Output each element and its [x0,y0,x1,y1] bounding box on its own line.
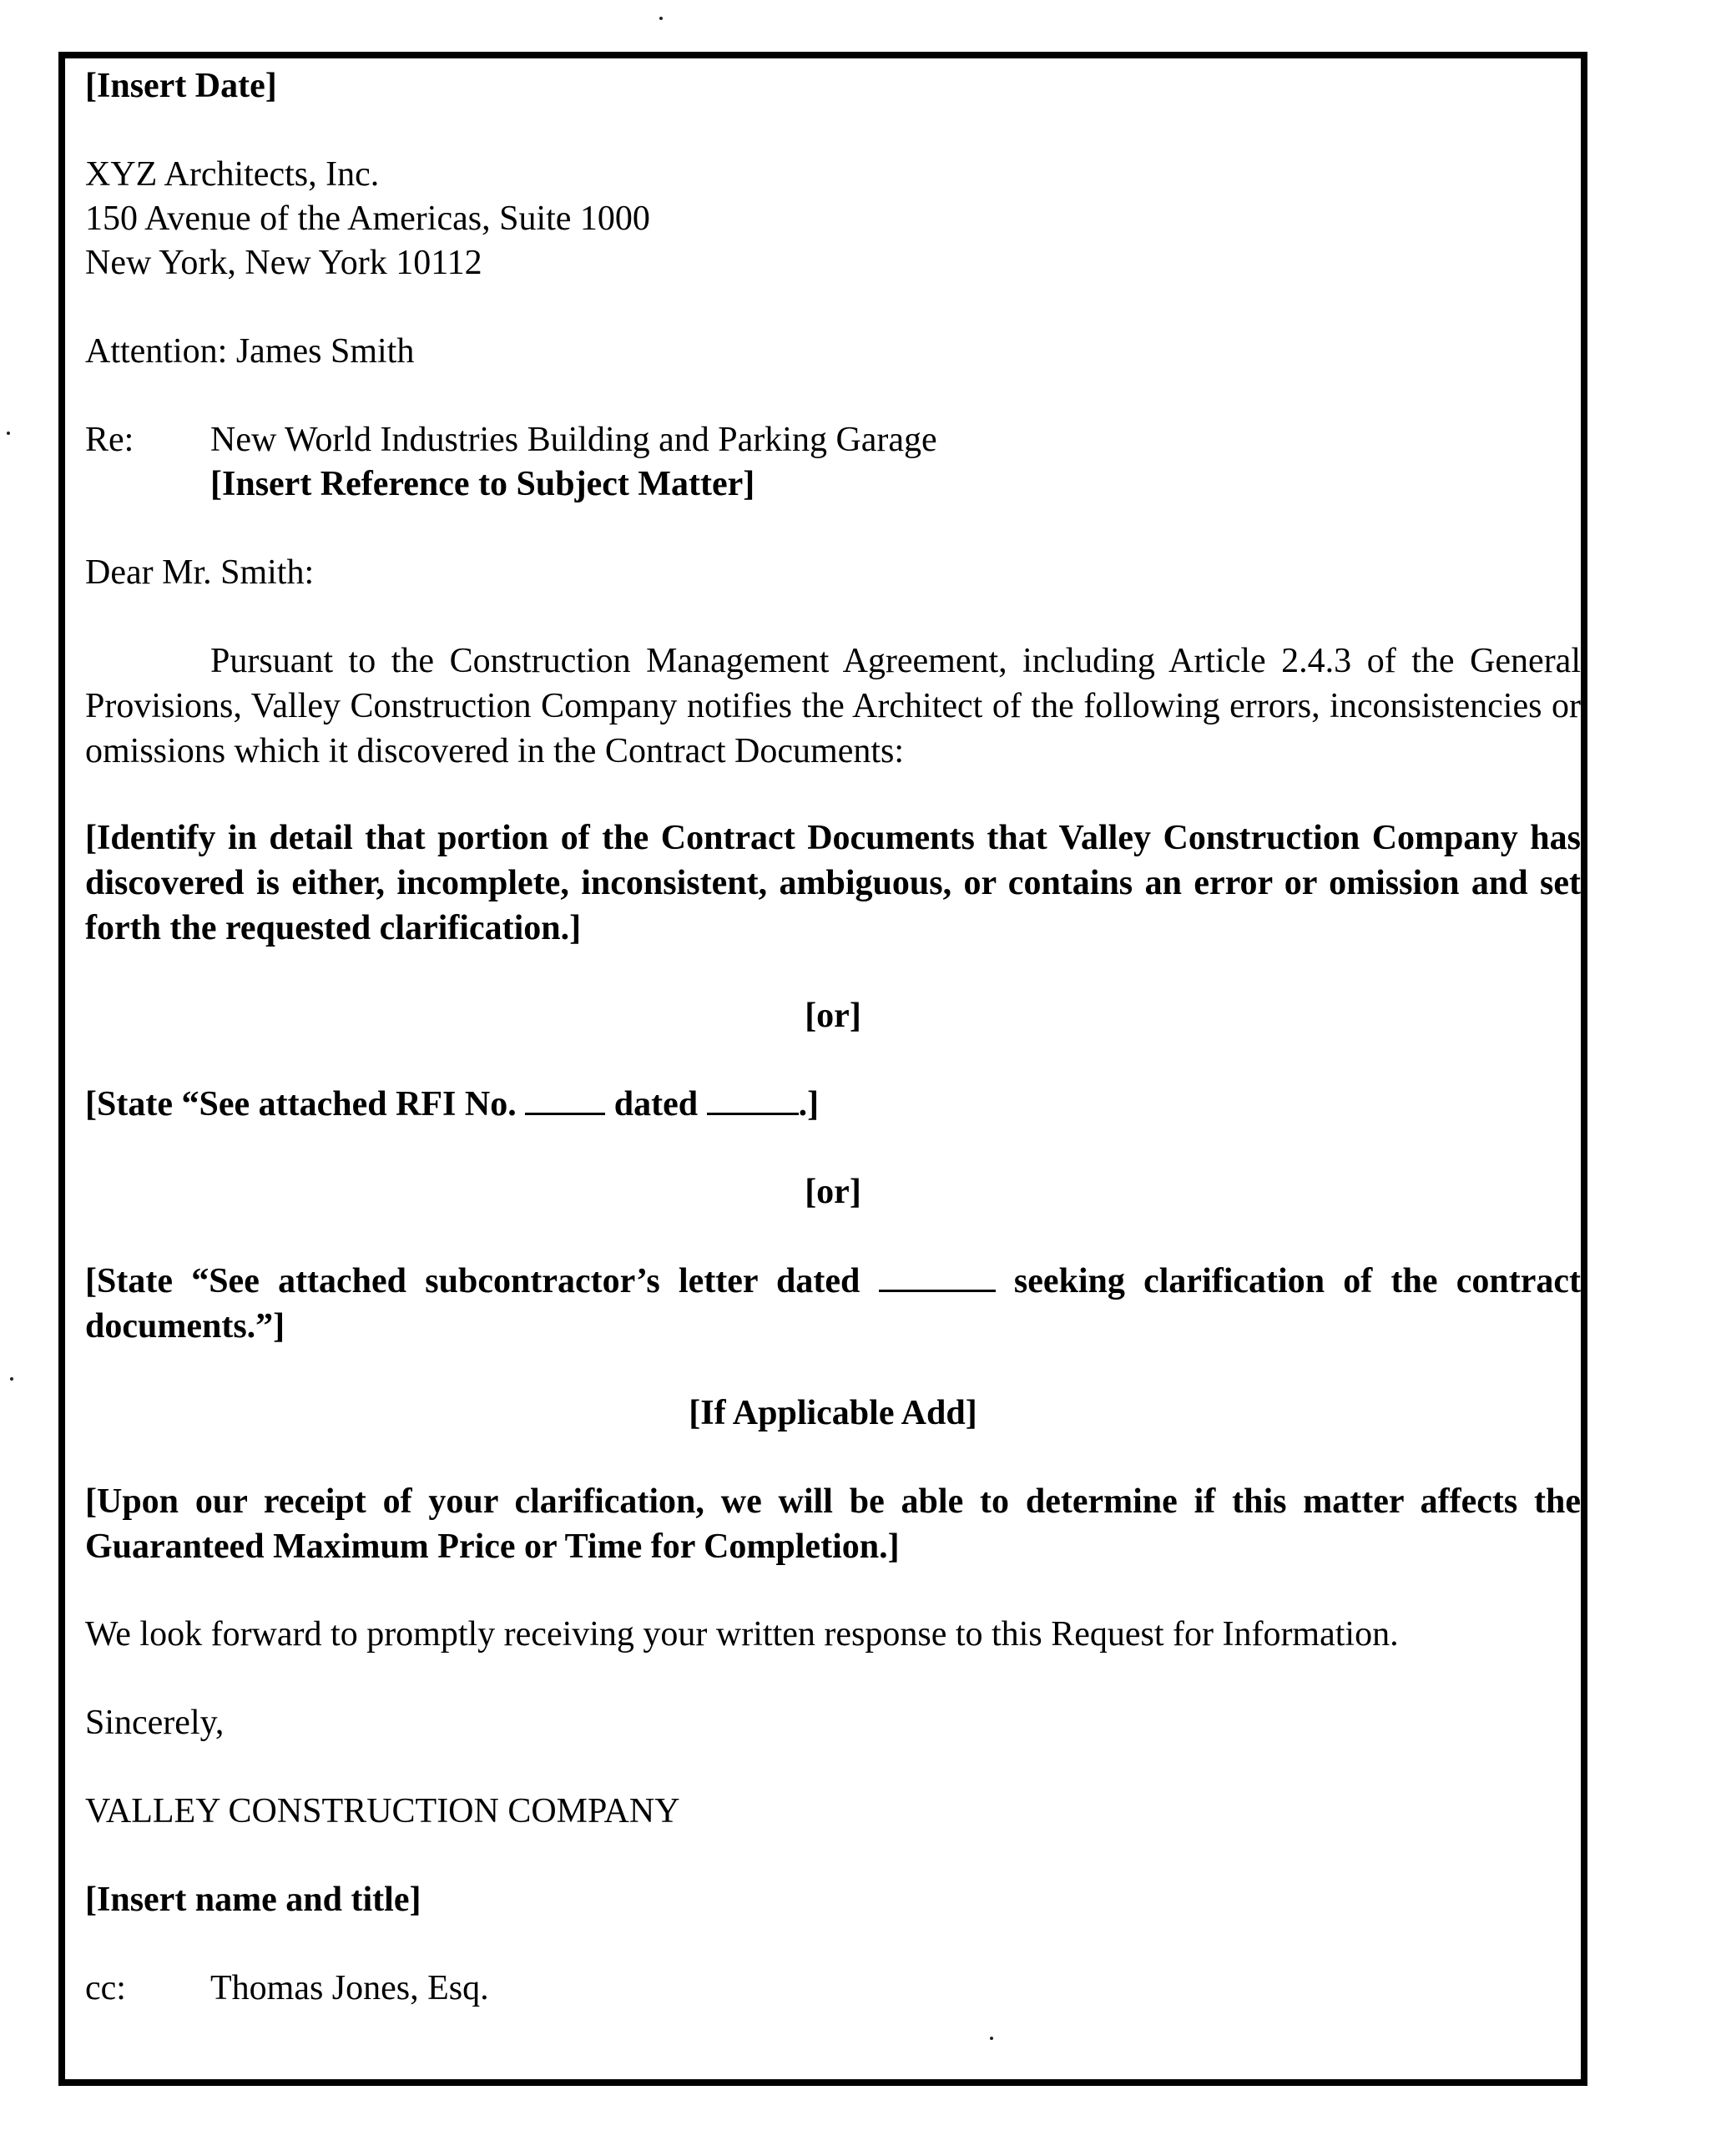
recipient-company: XYZ Architects, Inc. [85,155,380,194]
rfi-date-blank [707,1081,799,1115]
re-label: Re: [85,421,134,459]
upon-paragraph: [Upon our receipt of your clarification, we will be able to determine if this matter affects the Guaranteed Maximum Price or Time for Completion.] [85,1482,1581,1566]
scan-speck [659,17,663,20]
rfi-text-start: [State “See attached RFI No. [85,1085,526,1123]
company-signature: VALLEY CONSTRUCTION COMPANY [85,1792,680,1830]
cc-label: cc: [85,1969,126,2007]
rfi-number-blank [525,1081,605,1115]
attention-line: Attention: James Smith [85,332,415,371]
salutation: Dear Mr. Smith: [85,553,315,592]
recipient-street: 150 Avenue of the Americas, Suite 1000 [85,199,650,238]
sign-off: Sincerely, [85,1704,225,1742]
subcontractor-text-start: [State “See attached subcontractor’s letter dated [85,1262,879,1300]
re-reference-placeholder: [Insert Reference to Subject Matter] [210,465,755,503]
rfi-statement [85,1081,819,1127]
scan-speck [990,2037,993,2040]
identify-paragraph: [Identify in detail that portion of the Contract Documents that Valley Construction Company has discovered is either, incomplete, inconsistent, ambiguous, or contains an error or omission and set forth the requested clarification.] [85,819,1581,947]
cc-line [85,1966,489,2011]
or-separator-1: [or] [805,997,861,1035]
or-separator-2: [or] [805,1173,861,1211]
subcontractor-statement [85,1258,1581,1349]
closing-request: We look forward to promptly receiving your written response to this Request for Information. [85,1615,1399,1654]
scan-speck [7,432,10,435]
subcontractor-text-end: seeking clarification of the contract documents.”] [85,1262,1581,1346]
scan-speck [10,1377,13,1381]
name-title-placeholder: [Insert name and title] [85,1881,421,1919]
if-applicable-heading: [If Applicable Add] [689,1394,977,1432]
rfi-text-end: .] [798,1085,820,1123]
recipient-city: New York, New York 10112 [85,244,482,282]
body-paragraph-text: Pursuant to the Construction Management Agreement, including Article 2.4.3 of the General Provisions, Valley Construction Company notifies the Architect of the following errors, inconsistencies or omissions which it discovered in the Contract Documents: [85,642,1581,770]
re-subject: New World Industries Building and Parking Garage [210,421,937,459]
cc-name: Thomas Jones, Esq. [210,1969,489,2007]
rfi-text-dated: dated [605,1085,707,1123]
body-paragraph [85,639,1581,774]
re-block [85,417,937,462]
subcontractor-date-blank [879,1258,996,1292]
date-placeholder: [Insert Date] [85,67,277,105]
